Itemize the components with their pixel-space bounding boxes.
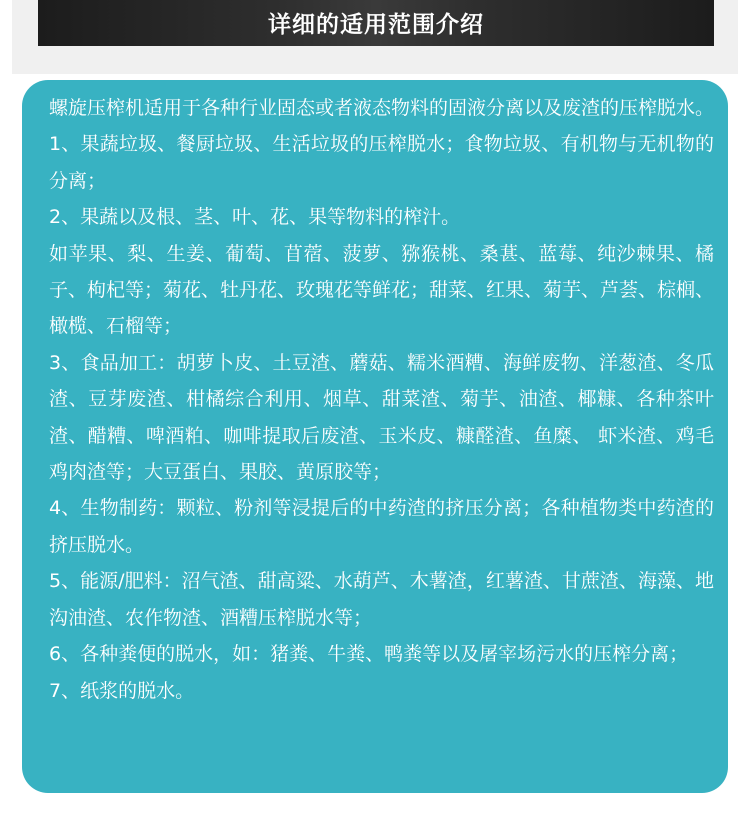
item-1-paragraph: 1、果蔬垃圾、餐厨垃圾、生活垃圾的压榨脱水；食物垃圾、有机物与无机物的分离； bbox=[49, 133, 714, 192]
intro-paragraph: 螺旋压榨机适用于各种行业固态或者液态物料的固液分离以及废渣的压榨脱水。 bbox=[49, 97, 715, 119]
item-4-paragraph: 4、生物制药：颗粒、粉剂等浸提后的中药渣的挤压分离；各种植物类中药渣的挤压脱水。 bbox=[49, 497, 714, 556]
section-header bbox=[38, 0, 714, 46]
section-title: 详细的适用范围介绍 bbox=[268, 11, 484, 38]
item-6-paragraph: 6、各种粪便的脱水，如：猪粪、牛粪、鸭粪等以及屠宰场污水的压榨分离； bbox=[49, 643, 689, 666]
item-7-paragraph: 7、纸浆的脱水。 bbox=[49, 679, 195, 702]
application-scope-card bbox=[22, 80, 728, 793]
item-2-paragraph: 2、果蔬以及根、茎、叶、花、果等物料的榨汁。 bbox=[49, 206, 461, 229]
item-3-paragraph: 3、食品加工：胡萝卜皮、土豆渣、蘑菇、糯米酒糟、海鲜废物、洋葱渣、冬瓜渣、豆芽废渣、柑橘综合利用、烟草、甜菜渣、菊芋、油渣、椰糠、各种茶叶渣、醋糟、啤酒粕、咖啡提取后废渣、玉米皮、糠醛渣、鱼糜、 虾米渣、鸡毛鸡肉渣等；大豆蛋白、果胶、黄原胶等； bbox=[49, 351, 714, 484]
item-5-paragraph: 5、能源/肥料：沼气渣、甜高粱、水葫芦、木薯渣，红薯渣、甘蔗渣、海藻、地沟油渣、农作物渣、酒糟压榨脱水等； bbox=[49, 570, 714, 629]
item-2-examples-paragraph: 如苹果、梨、生姜、葡萄、苜蓿、菠萝、猕猴桃、桑葚、蓝莓、纯沙棘果、橘子、枸杞等；菊花、牡丹花、玫瑰花等鲜花；甜菜、红果、菊芋、芦荟、棕榈、橄榄、石榴等； bbox=[49, 242, 715, 338]
